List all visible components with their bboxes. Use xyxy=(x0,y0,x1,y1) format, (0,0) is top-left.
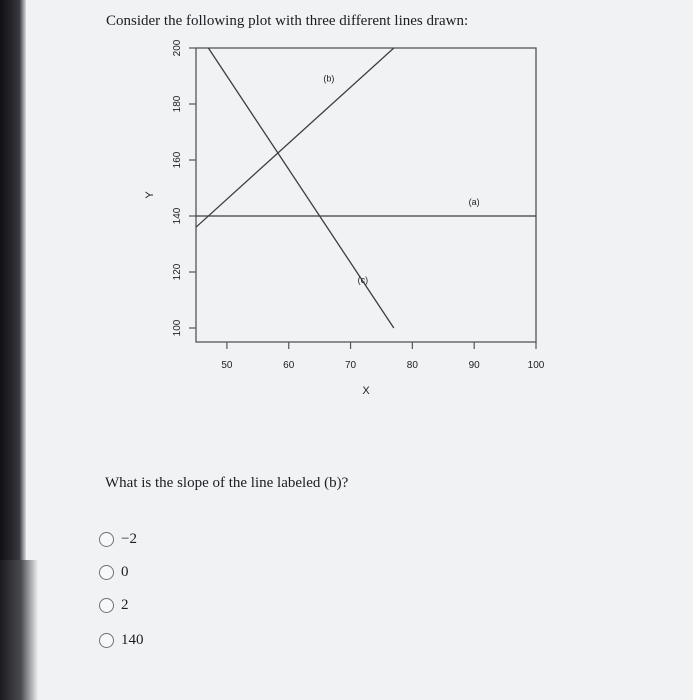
radio-button-icon[interactable] xyxy=(99,565,114,580)
y-tick-label: 200 xyxy=(172,39,183,57)
radio-button-icon[interactable] xyxy=(99,532,114,547)
x-tick-label: 60 xyxy=(283,360,295,371)
plot-frame xyxy=(196,48,536,342)
choice-option-2[interactable] xyxy=(99,561,129,583)
choice-label: −2 xyxy=(121,530,137,547)
radio-button-icon[interactable] xyxy=(99,633,114,648)
line-annotation: (c) xyxy=(357,275,369,286)
y-tick-label: 140 xyxy=(172,207,183,225)
choice-label: 140 xyxy=(121,631,144,648)
radio-button-icon[interactable] xyxy=(99,598,114,613)
choice-option-1[interactable] xyxy=(99,528,137,550)
photo-left-edge-shadow xyxy=(0,560,38,700)
y-tick-label: 180 xyxy=(172,95,183,113)
y-tick-label: 160 xyxy=(172,151,183,169)
line-annotation: (b) xyxy=(323,73,335,84)
y-axis-label: Y xyxy=(144,191,156,199)
y-tick-label: 100 xyxy=(172,319,183,337)
choice-option-3[interactable] xyxy=(99,594,129,616)
x-tick-label: 90 xyxy=(468,360,480,371)
question-intro: Consider the following plot with three different lines drawn: xyxy=(106,13,469,29)
y-tick-label: 120 xyxy=(172,263,183,281)
x-tick-label: 80 xyxy=(406,360,418,371)
series-line xyxy=(208,48,393,328)
x-tick-label: 70 xyxy=(344,360,357,371)
choice-option-4[interactable] xyxy=(99,629,144,651)
x-tick-label: 100 xyxy=(527,360,545,371)
x-tick-label: 50 xyxy=(221,360,233,371)
question-prompt: What is the slope of the line labeled (b)? xyxy=(105,475,349,491)
line-annotation: (a) xyxy=(468,196,480,207)
x-axis-label: X xyxy=(362,385,370,397)
choice-label: 2 xyxy=(121,596,129,613)
choice-label: 0 xyxy=(121,563,129,580)
